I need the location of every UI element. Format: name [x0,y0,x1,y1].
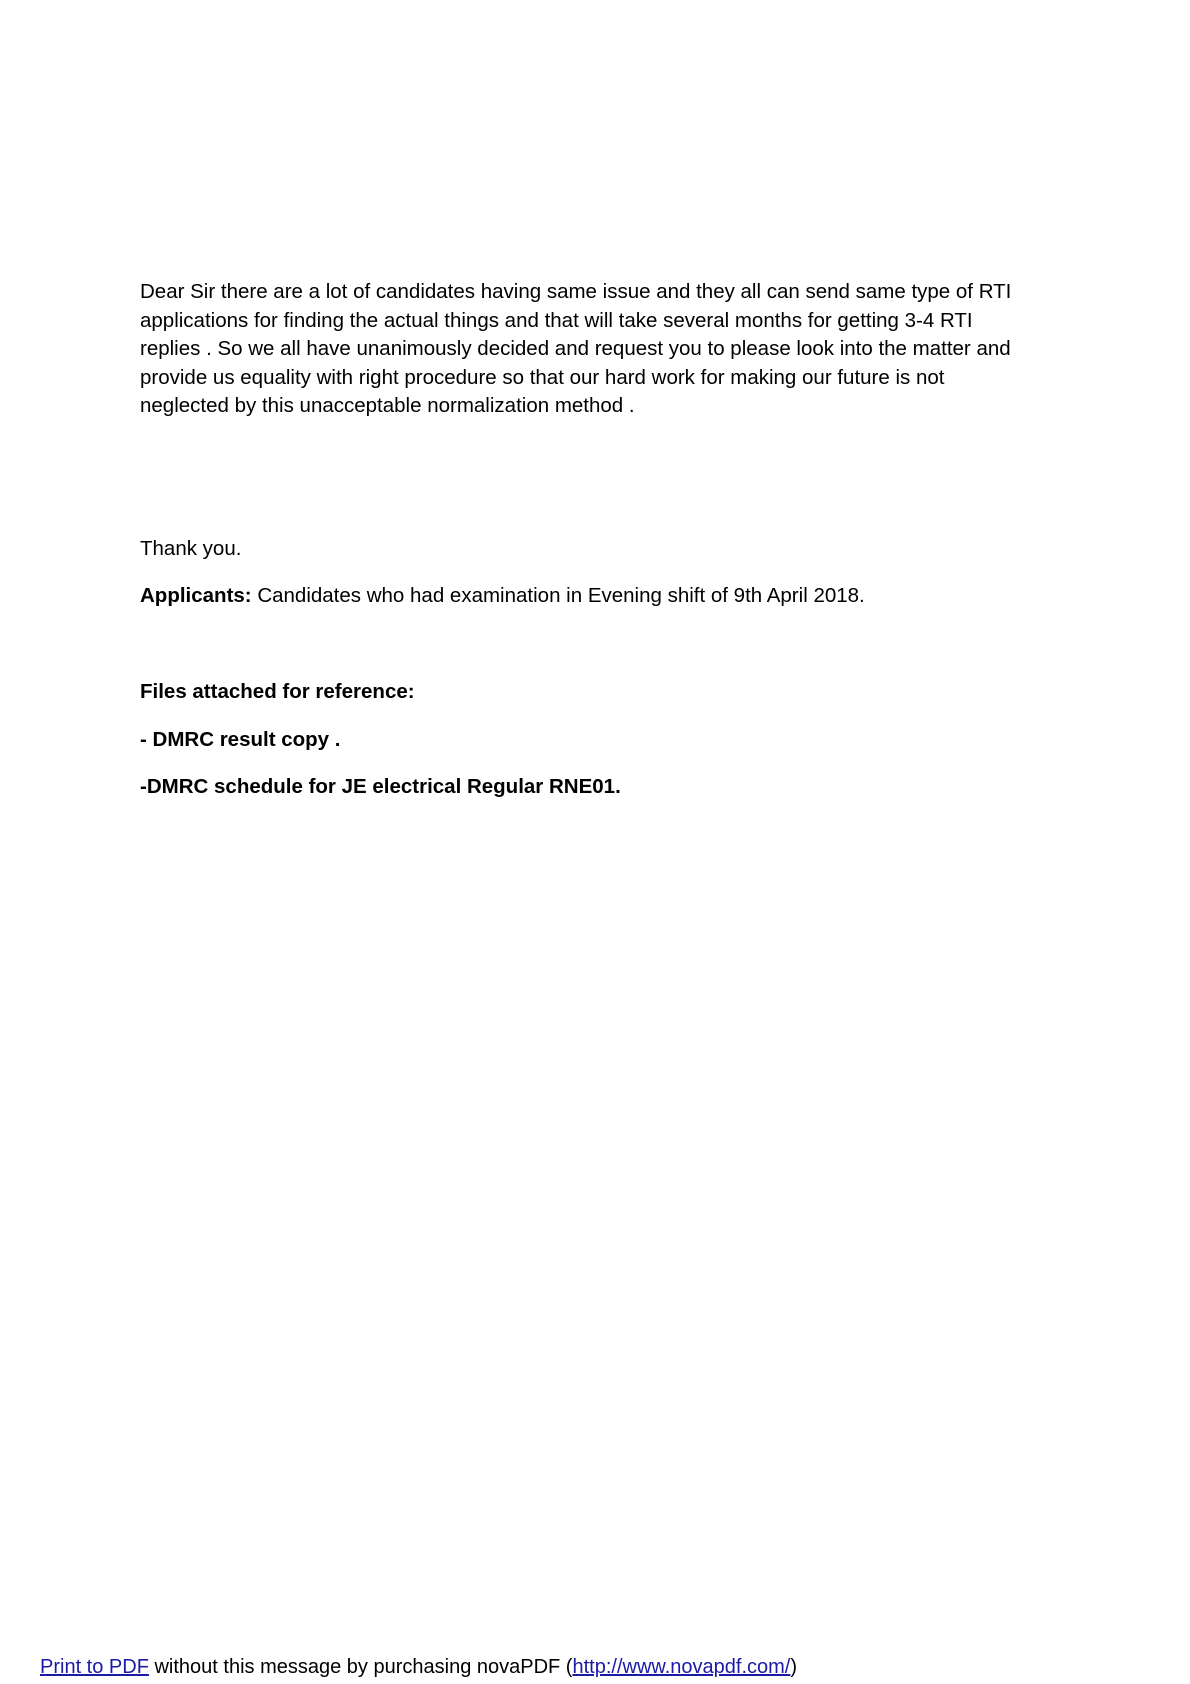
letter-body-paragraph [140,278,1060,421]
applicants-line [140,582,865,610]
footer-close-paren: ) [790,1656,798,1678]
body-line: provide us equality with right procedure so that our hard work for making our future is not [140,365,945,389]
body-line: applications for finding the actual things and that will take several months for getting 3-4 RTI [140,308,973,332]
body-line: Dear Sir there are a lot of candidates having same issue and they all can send same type of RTI [140,280,1012,303]
applicants-label: Applicants: [140,584,252,607]
novapdf-url-link[interactable]: http://www.novapdf.com/ [572,1656,791,1678]
files-heading: Files attached for reference: [140,680,415,703]
closing-text: Thank you. [140,537,242,560]
footer-message: without this message by purchasing novaPDF ( [148,1656,573,1678]
print-to-pdf-link[interactable]: Print to PDF [40,1656,149,1678]
body-line: neglected by this unacceptable normalization method . [140,394,635,417]
file-item-result-copy: - DMRC result copy . [140,728,341,751]
file-item-schedule: -DMRC schedule for JE electrical Regular RNE01. [140,775,621,798]
applicants-text: Candidates who had examination in Evening shift of 9th April 2018. [251,584,865,607]
body-line: replies . So we all have unanimously decided and request you to please look into the matter and [140,337,1011,360]
novapdf-footer [40,1654,797,1680]
